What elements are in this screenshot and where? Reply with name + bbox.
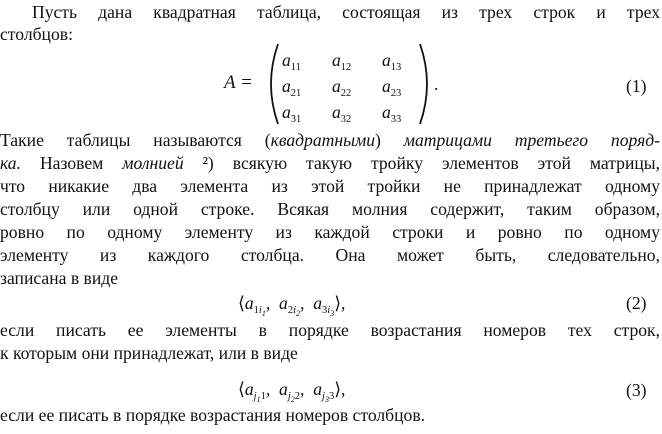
matrix-cell-a11: $a_{11}$ — [282, 50, 301, 73]
matrix-period: . — [434, 74, 439, 94]
equation-2: $⟨a_{1i_1}$, $a_{2i_2}$, $a_{3i_3}⟩$, — [238, 293, 346, 318]
matrix-cell-a13: $a_{13}$ — [382, 50, 402, 73]
matrix-cell-a12: $a_{12}$ — [332, 50, 352, 73]
intro-line-2: столбцов: — [0, 24, 73, 44]
matrix-cell-a21: $a_{21}$ — [282, 76, 302, 99]
para1-line-2: ка. Назовем молнией ²) всякую такую тройку элементов этой матрицы, — [0, 153, 660, 173]
left-parenthesis — [262, 42, 282, 126]
para2-line-2: к которым они принадлежат, или в виде — [0, 343, 298, 363]
para1-line-4: столбцу или одной строке. Всякая молния содержит, таким образом, — [0, 199, 660, 219]
equation-number-2: (2) — [626, 293, 647, 313]
matrix-cell-a23: $a_{23}$ — [382, 76, 402, 99]
para1-line-5: ровно по одному элементу из каждой строки и ровно по одному — [0, 222, 660, 242]
matrix-cell-a31: $a_{31}$ — [282, 102, 302, 125]
para3-line-1: если ее писать в порядке возрастания номеров столбцов. — [0, 405, 426, 425]
matrix-lhs: A = — [224, 72, 253, 93]
right-parenthesis — [416, 42, 439, 126]
equation-number-1: (1) — [626, 76, 647, 96]
para1-line-6: элементу из каждого столбца. Она может быть, следовательно, — [0, 245, 660, 265]
intro-line-1: Пусть дана квадратная таблица, состоящая из трех строк и трех — [32, 2, 660, 22]
equation-3: $⟨a_{j_11}$, $a_{j_22}$, $a_{j_33}⟩$, — [238, 379, 346, 404]
matrix-cell-a33: $a_{33}$ — [382, 102, 402, 125]
para1-line-1: Такие таблицы называются (квадратными) матрицами третьего поряд- — [0, 130, 661, 150]
equation-number-3: (3) — [626, 380, 647, 400]
para1-line-7: записана в виде — [0, 268, 119, 288]
matrix-cell-a22: $a_{22}$ — [332, 76, 352, 99]
para2-line-1: если писать ее элементы в порядке возрастания номеров тех строк, — [0, 320, 660, 340]
matrix-cell-a32: $a_{32}$ — [332, 102, 352, 125]
matrix-equation — [224, 42, 444, 126]
para1-line-3: что никакие два элемента из этой тройки не принадлежат одному — [0, 176, 660, 196]
